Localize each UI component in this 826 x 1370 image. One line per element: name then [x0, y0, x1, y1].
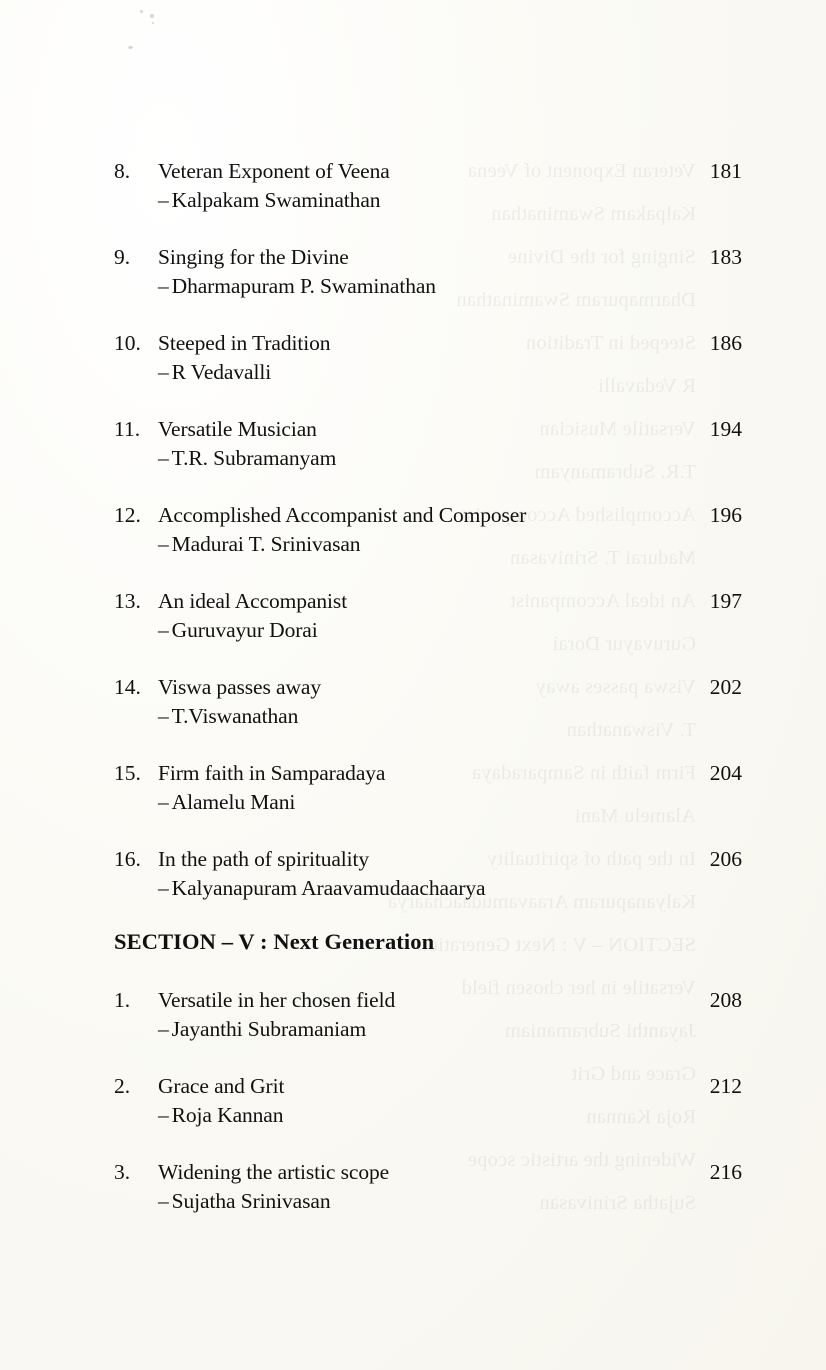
toc-entry-author: R Vedavalli	[171, 360, 272, 384]
toc-entry-author: T.R. Subramanyam	[171, 446, 337, 470]
toc-entry-author: Madurai T. Srinivasan	[171, 532, 361, 556]
toc-entry[interactable]	[114, 406, 742, 473]
toc-entry-title: Singing for the Divine	[158, 245, 349, 269]
toc-entry-number: 8.	[114, 159, 131, 183]
toc-entry[interactable]	[114, 977, 742, 1044]
toc-entry-page: 197	[709, 589, 742, 613]
toc-entry-author: Roja Kannan	[171, 1103, 284, 1127]
toc-entry[interactable]	[114, 320, 742, 387]
dash: –	[158, 790, 169, 814]
toc-entry[interactable]	[114, 1149, 742, 1216]
dash: –	[158, 532, 169, 556]
section-heading: SECTION – V : Next Generation	[114, 929, 435, 954]
toc-entry-page: 202	[709, 675, 742, 699]
dash: –	[158, 446, 169, 470]
toc-entry-author-line	[114, 1186, 742, 1216]
toc-entry-author: Alamelu Mani	[171, 790, 296, 814]
toc-entry[interactable]	[114, 234, 742, 301]
toc-entry[interactable]	[114, 750, 742, 817]
toc-entry-number: 16.	[114, 847, 141, 871]
dash: –	[158, 360, 169, 384]
toc-entry-number: 14.	[114, 675, 141, 699]
toc-entry-title: An ideal Accompanist	[158, 589, 348, 613]
toc-entry-author: T.Viswanathan	[171, 704, 299, 728]
toc-entry-number: 3.	[114, 1160, 131, 1184]
toc-entry-title: Widening the artistic scope	[158, 1160, 390, 1184]
toc-entry-page: 216	[709, 1160, 742, 1184]
toc-entry[interactable]	[114, 836, 742, 903]
toc-entry-title: Steeped in Tradition	[158, 331, 331, 355]
toc-entry[interactable]	[114, 664, 742, 731]
toc-entry-author-line	[114, 357, 742, 387]
toc-entry-author: Kalyanapuram Araavamudaachaarya	[171, 876, 486, 900]
toc-entry-title: In the path of spirituality	[158, 847, 370, 871]
toc-entry-title: Veteran Exponent of Veena	[158, 159, 390, 183]
toc-entry-page: 196	[709, 503, 742, 527]
toc-entry-title: Firm faith in Samparadaya	[158, 761, 386, 785]
toc-entry-author: Guruvayur Dorai	[171, 618, 318, 642]
dash: –	[158, 1017, 169, 1041]
toc-entry[interactable]	[114, 492, 742, 559]
toc-entry-author-line	[114, 701, 742, 731]
toc-entry-number: 1.	[114, 988, 131, 1012]
toc-entry-number: 15.	[114, 761, 141, 785]
toc-entry-author: Kalpakam Swaminathan	[171, 188, 381, 212]
toc-entry-author-line	[114, 873, 742, 903]
dash: –	[158, 1189, 169, 1213]
toc-entry-title: Accomplished Accompanist and Composer	[158, 503, 527, 527]
dash: –	[158, 1103, 169, 1127]
toc-entry-author-line	[114, 529, 742, 559]
toc-entry-author-line	[114, 1014, 742, 1044]
toc-entry[interactable]	[114, 578, 742, 645]
toc-entry-page: 194	[709, 417, 742, 441]
toc-entry-author-line	[114, 443, 742, 473]
toc-entry[interactable]	[114, 148, 742, 215]
toc-entry-author-line	[114, 1100, 742, 1130]
toc-entry-page: 183	[709, 245, 742, 269]
toc-entry-number: 9.	[114, 245, 131, 269]
toc-entry-page: 208	[709, 988, 742, 1012]
toc-entry-page: 186	[709, 331, 742, 355]
toc-entry[interactable]	[114, 1063, 742, 1130]
toc-entry-title: Versatile in her chosen field	[158, 988, 396, 1012]
toc-entry-page: 204	[709, 761, 742, 785]
toc-entry-title: Versatile Musician	[158, 417, 317, 441]
toc-entry-author-line	[114, 787, 742, 817]
toc-entry-author-line	[114, 615, 742, 645]
toc-entry-title: Grace and Grit	[158, 1074, 285, 1098]
toc-entry-number: 12.	[114, 503, 141, 527]
dash: –	[158, 704, 169, 728]
dash: –	[158, 876, 169, 900]
toc-entry-page: 212	[709, 1074, 742, 1098]
toc-entry-author-line	[114, 271, 742, 301]
toc-entry-page: 181	[709, 159, 742, 183]
dash: –	[158, 188, 169, 212]
toc-entry-number: 10.	[114, 331, 141, 355]
toc-entry-page: 206	[709, 847, 742, 871]
toc-entry-author: Sujatha Srinivasan	[171, 1189, 331, 1213]
dash: –	[158, 274, 169, 298]
toc-entry-author: Jayanthi Subramaniam	[171, 1017, 367, 1041]
toc-entry-title: Viswa passes away	[158, 675, 321, 699]
toc-entry-author-line	[114, 185, 742, 215]
toc-entry-number: 11.	[114, 417, 141, 441]
toc-entry-number: 13.	[114, 589, 141, 613]
toc-entry-author: Dharmapuram P. Swaminathan	[171, 274, 436, 298]
dash: –	[158, 618, 169, 642]
toc-entry-number: 2.	[114, 1074, 131, 1098]
